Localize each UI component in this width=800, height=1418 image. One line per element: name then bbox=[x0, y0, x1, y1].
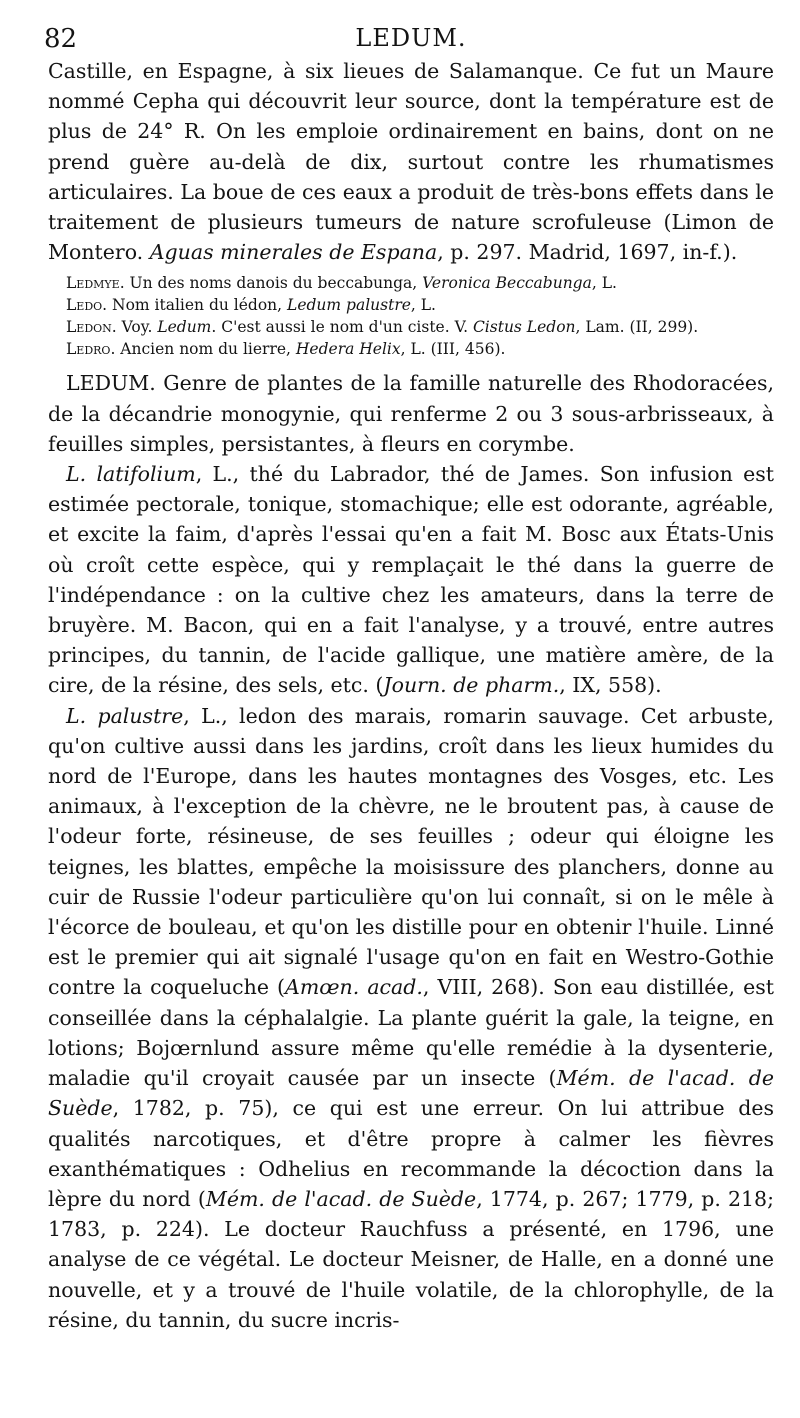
reference-title: Amœn. acad. bbox=[285, 975, 423, 1000]
species-name: L. latifolium bbox=[66, 462, 196, 487]
paragraph-text: , p. 297. Madrid, 1697, in-f.). bbox=[437, 240, 738, 265]
entry-head: Ledon. bbox=[66, 318, 117, 337]
dictionary-entries bbox=[48, 272, 774, 360]
entry-latin-name: Ledum bbox=[157, 318, 212, 337]
paragraph-ledum: LEDUM. Genre de plantes de la famille naturelle des Rhodoracées, de la décandrie monogynie, qui renferme 2 ou 3 sous-arbrisseaux, à feuilles simples, persistantes, à fleurs en corymbe. bbox=[48, 371, 774, 456]
paragraph-palustre bbox=[48, 701, 774, 1335]
entry-head: Ledo. bbox=[66, 296, 108, 315]
entry-text: Voy. bbox=[116, 318, 158, 337]
entry-text: Ancien nom du lierre, bbox=[115, 340, 296, 359]
paragraph-text: , L., ledon des marais, romarin sauvage. Cet arbuste, qu'on cultive aussi dans les jardins, croît dans les lieux humides du nord de l'Europe, dans les hautes montagnes des Vosges, etc. Les animaux, à l'exception de la chèvre, ne le broutent pas, à cause de l'odeur forte, résineuse, de ses feuilles ; odeur qui éloigne les teignes, les blattes, empêche la moisissure des planchers, donne au cuir de Russie l'odeur particulière qu'on lui connaît, si on le mêle à l'écorce de bouleau, et qu'on les distille pour en obtenir l'huile. Linné est le premier qui ait signalé l'usage qu'on en fait en Westro-Gothie contre la coqueluche ( bbox=[48, 703, 774, 1000]
entry-latin-name: Hedera Helix bbox=[295, 340, 401, 359]
paragraph-text: Castille, en Espagne, à six lieues de Salamanque. Ce fut un Maure nommé Cepha qui découvrit leur source, dont la température est de plus de 24° R. On les emploie ordinairement en bains, dont on ne prend guère au-delà de dix, surtout contre les rhumatismes articulaires. La boue de ces eaux a produit de très-bons effets dans le traitement de plusieurs tumeurs de nature scrofuleuse (Limon de Montero. bbox=[48, 59, 774, 265]
entry-ledmye bbox=[48, 272, 774, 294]
body-text bbox=[48, 56, 774, 1335]
entry-ledo bbox=[48, 294, 774, 316]
page-header bbox=[44, 24, 774, 56]
reference-title: Aguas minerales de Espana bbox=[149, 240, 438, 265]
entry-text: , Lam. (II, 299). bbox=[575, 318, 699, 337]
entry-latin-name: Veronica Beccabunga bbox=[422, 274, 592, 293]
running-title: LEDUM. bbox=[355, 24, 467, 52]
entry-text: , L. (III, 456). bbox=[400, 340, 506, 359]
paragraph-text: , VIII, 268). Son eau distillée, est conseillée dans la céphalalgie. La plante guérit la gale, la teigne, en lotions; Bojœrnlund assure même qu'elle remédie à la dysenterie, maladie qu'il croyait causée par un insecte ( bbox=[48, 975, 774, 1091]
species-name: L. palustre bbox=[66, 703, 184, 728]
paragraph-text: , IX, 558). bbox=[559, 673, 662, 698]
paragraph-latifolium bbox=[48, 459, 774, 701]
entry-text: Un des noms danois du beccabunga, bbox=[124, 274, 423, 293]
paragraph-text: , L., thé du Labrador, thé de James. Son infusion est estimée pectorale, tonique, stomachique; elle est odorante, agréable, et excite la faim, d'après l'essai qu'en a fait M. Bosc aux États-Unis où croît cette espèce, qui y remplaçait le thé dans la guerre de l'indépendance : on la cultive chez les amateurs, dans la terre de bruyère. M. Bacon, qui en a fait l'analyse, y a trouvé, entre autres principes, du tannin, de l'acide gallique, une matière amère, de la cire, de la résine, des sels, etc. ( bbox=[48, 462, 775, 698]
paragraph-castille bbox=[48, 56, 774, 267]
page-number: 82 bbox=[44, 24, 78, 54]
entry-head: Ledmye. bbox=[66, 274, 125, 293]
entry-latin-name: Ledum palustre bbox=[287, 296, 411, 315]
entry-text: , L. bbox=[410, 296, 436, 315]
reference-title: Mém. de l'acad. de Suède bbox=[48, 1066, 774, 1121]
entry-head: Ledro. bbox=[66, 340, 116, 359]
entry-text: , L. bbox=[591, 274, 617, 293]
reference-title: Journ. de pharm. bbox=[383, 673, 560, 698]
entry-ledon bbox=[48, 316, 774, 338]
entry-text: Nom italien du lédon, bbox=[107, 296, 288, 315]
paragraph-text: , 1782, p. 75), ce qui est une erreur. On lui attribue des qualités narcotiques, et d'être propre à calmer les fièvres exanthématiques : Odhelius en recommande la décoction dans la lèpre du nord ( bbox=[48, 1096, 774, 1211]
reference-title: Mém. de l'acad. de Suède bbox=[205, 1186, 477, 1211]
entry-text: . C'est aussi le nom d'un ciste. V. bbox=[211, 318, 473, 337]
entry-latin-name: Cistus Ledon bbox=[472, 318, 576, 337]
paragraph-text: , 1774, p. 267; 1779, p. 218; 1783, p. 224). Le docteur Rauchfuss a présenté, en 1796, une analyse de ce végétal. Le docteur Meisner, de Halle, en a donné une nouvelle, et y a trouvé de l'huile volatile, de la chlorophylle, de la résine, du tannin, du sucre incris- bbox=[48, 1186, 774, 1332]
entry-ledro bbox=[48, 338, 774, 360]
